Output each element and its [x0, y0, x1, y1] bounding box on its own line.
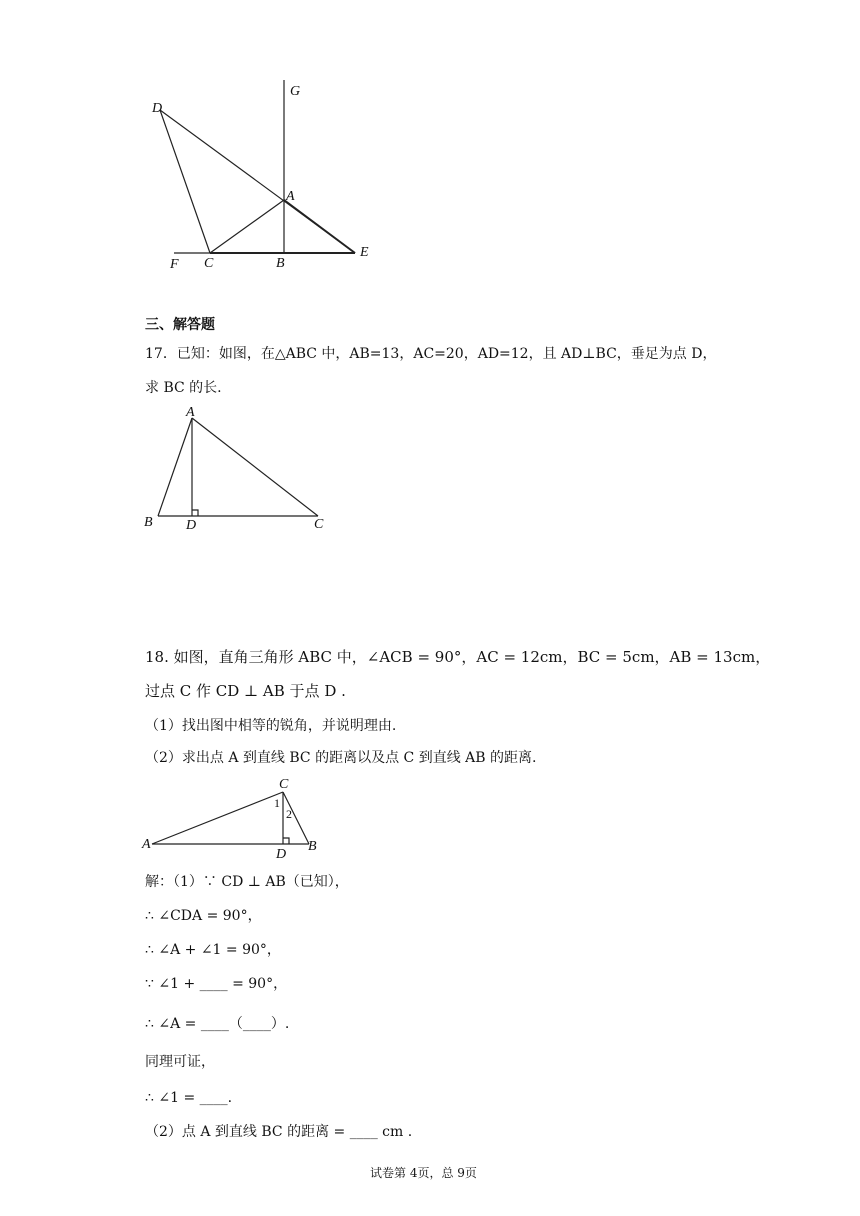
label-D: D	[152, 101, 163, 116]
label-G: G	[290, 84, 301, 99]
label-F: F	[170, 257, 179, 272]
solution-line2: ∴ ∠CDA = 90°，	[145, 908, 262, 924]
page-footer: 试卷第 4页，总 9页	[370, 1166, 477, 1180]
angle-1-label: 1	[274, 796, 280, 810]
label-D: D	[276, 847, 287, 862]
figure-geometry-top	[150, 78, 390, 278]
label-D: D	[186, 518, 197, 533]
angle-2-label: 2	[286, 807, 292, 821]
label-A: A	[186, 405, 195, 420]
figure-17-triangle	[140, 402, 340, 534]
label-C: C	[204, 256, 214, 271]
q18-part1: （1）找出图中相等的锐角，并说明理由.	[145, 718, 397, 734]
solution-line7: ∴ ∠1 = ____.	[145, 1090, 233, 1106]
label-C: C	[279, 777, 289, 792]
label-C: C	[314, 517, 324, 532]
figure-18-right-triangle	[140, 774, 330, 864]
solution-line8: （2）点 A 到直线 BC 的距离 = ____ cm .	[145, 1124, 413, 1140]
section-title: 三、解答题	[145, 317, 215, 333]
q17-line2: 求 BC 的长.	[145, 380, 222, 396]
solution-line6: 同理可证，	[145, 1054, 215, 1070]
label-A: A	[286, 189, 295, 204]
solution-line1: 解：（1）∵ CD ⊥ AB（已知），	[145, 874, 349, 890]
label-A: A	[142, 837, 151, 852]
label-B: B	[144, 515, 153, 530]
label-E: E	[360, 245, 369, 260]
q18-line1: 18. 如图，直角三角形 ABC 中，∠ACB = 90°，AC = 12cm，BC = 5cm，AB = 13cm，	[145, 648, 771, 666]
label-B: B	[308, 839, 317, 854]
solution-line4: ∵ ∠1 + ____ = 90°，	[145, 976, 288, 992]
q17-line1: 17．已知：如图，在△ABC 中，AB=13，AC=20，AD=12，且 AD⊥BC，垂足为点 D，	[145, 346, 717, 362]
solution-line5: ∴ ∠A = ____（____）.	[145, 1016, 290, 1032]
solution-line3: ∴ ∠A + ∠1 = 90°，	[145, 942, 281, 958]
q18-part2: （2）求出点 A 到直线 BC 的距离以及点 C 到直线 AB 的距离.	[145, 750, 537, 766]
q18-line2: 过点 C 作 CD ⊥ AB 于点 D .	[145, 682, 346, 700]
label-B: B	[276, 256, 285, 271]
